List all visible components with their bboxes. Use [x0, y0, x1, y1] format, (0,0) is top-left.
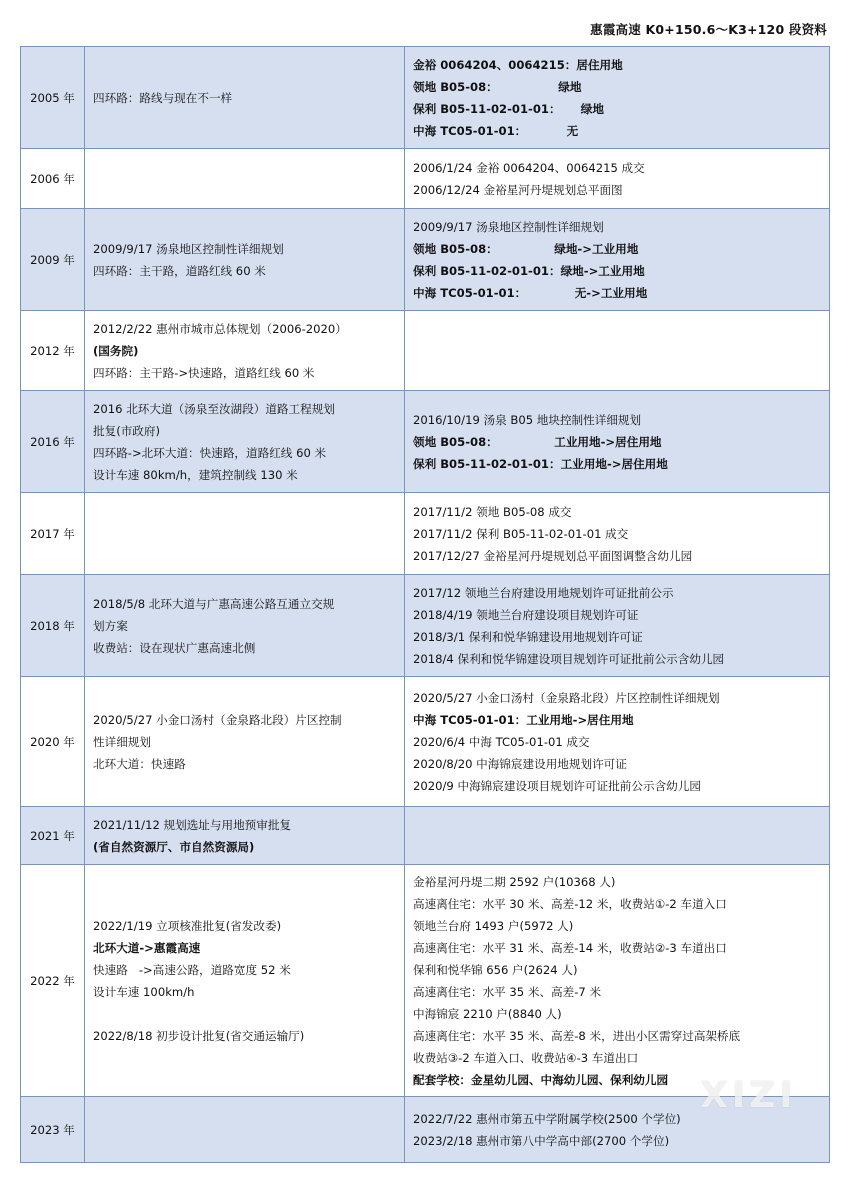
land-parcel-cell: [405, 47, 830, 149]
land-parcel-cell: [405, 865, 830, 1097]
planning-cell: [85, 209, 405, 311]
planning-cell: [85, 807, 405, 865]
timeline-row: [21, 391, 830, 493]
parcel-line: 领地 B05-08： 绿地->工业用地: [413, 241, 639, 256]
planning-line: 四环路：主干路->快速路，道路红线 60 米: [93, 365, 315, 380]
land-parcel-cell: [405, 391, 830, 493]
planning-line: 快速路 ->高速公路，道路宽度 52 米: [93, 962, 291, 977]
year-cell: 2021 年: [21, 807, 85, 865]
parcel-line: 2020/9 中海锦宸建设项目规划许可证批前公示含幼儿园: [413, 778, 701, 793]
planning-line: 2020/5/27 小金口汤村（金泉路北段）片区控制: [93, 712, 342, 727]
year-cell: 2012 年: [21, 311, 85, 391]
timeline-row: [21, 493, 830, 575]
timeline-row: [21, 865, 830, 1097]
parcel-line: 2017/12/27 金裕星河丹堤规划总平面图调整含幼儿园: [413, 548, 693, 563]
year-cell: 2017 年: [21, 493, 85, 575]
planning-line: 收费站：设在现状广惠高速北侧: [93, 640, 256, 655]
parcel-line: 2020/6/4 中海 TC05-01-01 成交: [413, 734, 590, 749]
parcel-line: 中海锦宸 2210 户(8840 人): [413, 1006, 562, 1021]
parcel-line: 2022/7/22 惠州市第五中学附属学校(2500 个学位): [413, 1111, 681, 1126]
planning-cell: [85, 493, 405, 575]
year-cell: 2006 年: [21, 149, 85, 209]
parcel-line: 中海 TC05-01-01：工业用地->居住用地: [413, 712, 634, 727]
planning-line: 四环路：主干路，道路红线 60 米: [93, 263, 266, 278]
document-header-title: 惠霞高速 K0+150.6～K3+120 段资料: [590, 22, 827, 37]
parcel-line: 2018/3/1 保利和悦华锦建设用地规划许可证: [413, 629, 643, 644]
parcel-line: 保利和悦华锦 656 户(2624 人): [413, 962, 578, 977]
parcel-line: 2009/9/17 汤泉地区控制性详细规划: [413, 219, 604, 234]
parcel-line: 2016/10/19 汤泉 B05 地块控制性详细规划: [413, 412, 642, 427]
planning-line: 划方案: [93, 618, 128, 633]
planning-line: 设计车速 100km/h: [93, 984, 195, 999]
planning-line: (国务院): [93, 343, 139, 358]
land-parcel-cell: [405, 209, 830, 311]
parcel-line: 领地 B05-08： 工业用地->居住用地: [413, 434, 662, 449]
planning-line: 2012/2/22 惠州市城市总体规划（2006-2020）: [93, 321, 347, 336]
planning-line: 2022/8/18 初步设计批复(省交通运输厅): [93, 1028, 305, 1043]
parcel-line: 2018/4 保利和悦华锦建设项目规划许可证批前公示含幼儿园: [413, 651, 725, 666]
timeline-row: [21, 677, 830, 807]
planning-cell: [85, 677, 405, 807]
parcel-line: 领地兰台府 1493 户(5972 人): [413, 918, 574, 933]
planning-line: 设计车速 80km/h，建筑控制线 130 米: [93, 467, 298, 482]
land-parcel-cell: [405, 149, 830, 209]
land-parcel-cell: [405, 807, 830, 865]
planning-line: 批复(市政府): [93, 423, 161, 438]
planning-cell: [85, 311, 405, 391]
year-cell: 2022 年: [21, 865, 85, 1097]
parcel-line: 2020/8/20 中海锦宸建设用地规划许可证: [413, 756, 627, 771]
parcel-line: 2006/12/24 金裕星河丹堤规划总平面图: [413, 182, 623, 197]
year-cell: 2018 年: [21, 575, 85, 677]
year-cell: 2009 年: [21, 209, 85, 311]
parcel-line: 2006/1/24 金裕 0064204、0064215 成交: [413, 160, 645, 175]
year-cell: 2023 年: [21, 1097, 85, 1163]
parcel-line: 2017/11/2 领地 B05-08 成交: [413, 504, 572, 519]
parcel-line: 高速离住宅：水平 31 米、高差-14 米，收费站②-3 车道出口: [413, 940, 727, 955]
planning-line: 2022/1/19 立项核准批复(省发改委): [93, 918, 282, 933]
land-parcel-cell: [405, 311, 830, 391]
parcel-line: 2017/12 领地兰台府建设用地规划许可证批前公示: [413, 585, 674, 600]
planning-cell: [85, 575, 405, 677]
year-cell: 2020 年: [21, 677, 85, 807]
land-parcel-cell: [405, 575, 830, 677]
xizi-watermark: XIZI: [700, 1075, 797, 1116]
parcel-line: 高速离住宅：水平 35 米、高差-8 米，进出小区需穿过高架桥底: [413, 1028, 741, 1043]
planning-cell: [85, 391, 405, 493]
year-cell: 2016 年: [21, 391, 85, 493]
year-cell: 2005 年: [21, 47, 85, 149]
timeline-row: [21, 311, 830, 391]
parcel-line: 2017/11/2 保利 B05-11-02-01-01 成交: [413, 526, 629, 541]
planning-line: 性详细规划: [93, 734, 151, 749]
planning-cell: [85, 1097, 405, 1163]
planning-line: 四环路->北环大道：快速路，道路红线 60 米: [93, 445, 327, 460]
land-parcel-cell: [405, 677, 830, 807]
planning-line: 2018/5/8 北环大道与广惠高速公路互通立交规: [93, 596, 335, 611]
parcel-line: 2020/5/27 小金口汤村（金泉路北段）片区控制性详细规划: [413, 690, 720, 705]
timeline-row: [21, 807, 830, 865]
parcel-line: 保利 B05-11-02-01-01：工业用地->居住用地: [413, 456, 668, 471]
parcel-line: 保利 B05-11-02-01-01：绿地->工业用地: [413, 263, 645, 278]
timeline-row: [21, 149, 830, 209]
planning-line: [93, 1003, 396, 1025]
planning-line: 2021/11/12 规划选址与用地预审批复: [93, 817, 292, 832]
parcel-line: 2018/4/19 领地兰台府建设项目规划许可证: [413, 607, 639, 622]
parcel-line: 2023/2/18 惠州市第八中学高中部(2700 个学位): [413, 1133, 670, 1148]
parcel-line: 中海 TC05-01-01： 无: [413, 123, 579, 138]
parcel-line: 保利 B05-11-02-01-01： 绿地: [413, 101, 604, 116]
planning-line: 四环路：路线与现在不一样: [93, 90, 233, 105]
land-parcel-cell: [405, 493, 830, 575]
timeline-row: [21, 47, 830, 149]
planning-cell: [85, 865, 405, 1097]
planning-line: (省自然资源厅、市自然资源局): [93, 839, 255, 854]
timeline-row: [21, 209, 830, 311]
parcel-line: 收费站③-2 车道入口、收费站④-3 车道出口: [413, 1050, 639, 1065]
planning-line: 2016 北环大道（汤泉至汝湖段）道路工程规划: [93, 401, 335, 416]
parcel-line: 领地 B05-08： 绿地: [413, 79, 582, 94]
planning-line: 北环大道：快速路: [93, 756, 186, 771]
parcel-line: 金裕 0064204、0064215：居住用地: [413, 57, 623, 72]
planning-cell: [85, 149, 405, 209]
parcel-line: 配套学校：金星幼儿园、中海幼儿园、保利幼儿园: [413, 1072, 669, 1087]
planning-line: 北环大道->惠霞高速: [93, 940, 201, 955]
timeline-row: [21, 575, 830, 677]
timeline-table: [20, 46, 830, 1163]
parcel-line: 高速离住宅：水平 35 米、高差-7 米: [413, 984, 602, 999]
parcel-line: 中海 TC05-01-01： 无->工业用地: [413, 285, 648, 300]
parcel-line: 高速离住宅：水平 30 米、高差-12 米，收费站①-2 车道入口: [413, 896, 727, 911]
planning-line: 2009/9/17 汤泉地区控制性详细规划: [93, 241, 284, 256]
planning-cell: [85, 47, 405, 149]
parcel-line: 金裕星河丹堤二期 2592 户(10368 人): [413, 874, 616, 889]
